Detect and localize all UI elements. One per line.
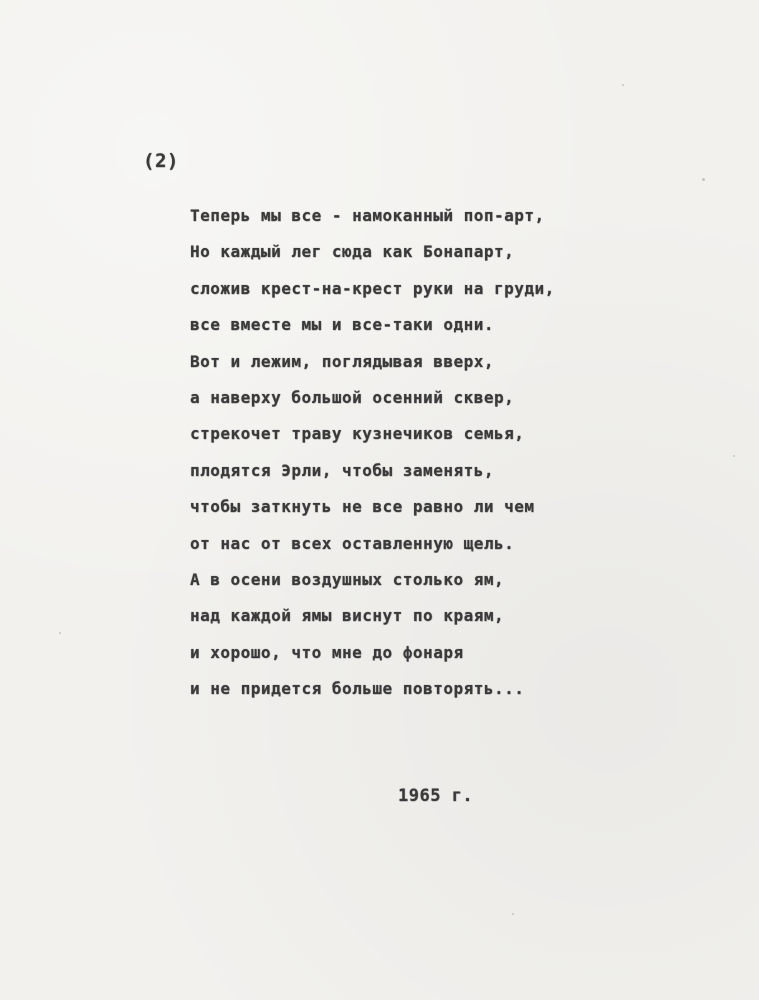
poem-line: сложив крест-на-крест руки на груди,: [190, 278, 555, 298]
paper-speck: [512, 913, 514, 915]
poem-line: Вот и лежим, поглядывая вверх,: [190, 351, 494, 371]
poem-line: стрекочет траву кузнечиков семья,: [190, 424, 525, 444]
paper-speck: [733, 455, 735, 457]
paper-speck: [59, 632, 61, 634]
poem-line: чтобы заткнуть не все равно ли чем: [190, 497, 535, 517]
poem-line: а наверху большой осенний сквер,: [190, 387, 515, 407]
poem-line: и хорошо, что мне до фонаря: [190, 642, 464, 662]
poem-line: А в осени воздушных столько ям,: [190, 569, 505, 589]
poem-line: от нас от всех оставленную щель.: [190, 533, 515, 553]
poem-line: Теперь мы все - намоканный поп-арт,: [190, 206, 545, 225]
poem: [190, 198, 555, 707]
poem-line: все вместе мы и все-таки одни.: [190, 315, 494, 335]
poem-line: и не придется больше повторять...: [190, 679, 525, 699]
paper-speck: [622, 84, 624, 86]
poem-line: над каждой ямы виснут по краям,: [190, 606, 505, 626]
poem-line: плодятся Эрли, чтобы заменять,: [190, 460, 494, 480]
page-number: (2): [143, 150, 179, 172]
paper-speck: [702, 178, 705, 181]
poem-line: Но каждый лег сюда как Бонапарт,: [190, 242, 515, 262]
poem-date: 1965 г.: [398, 786, 474, 806]
